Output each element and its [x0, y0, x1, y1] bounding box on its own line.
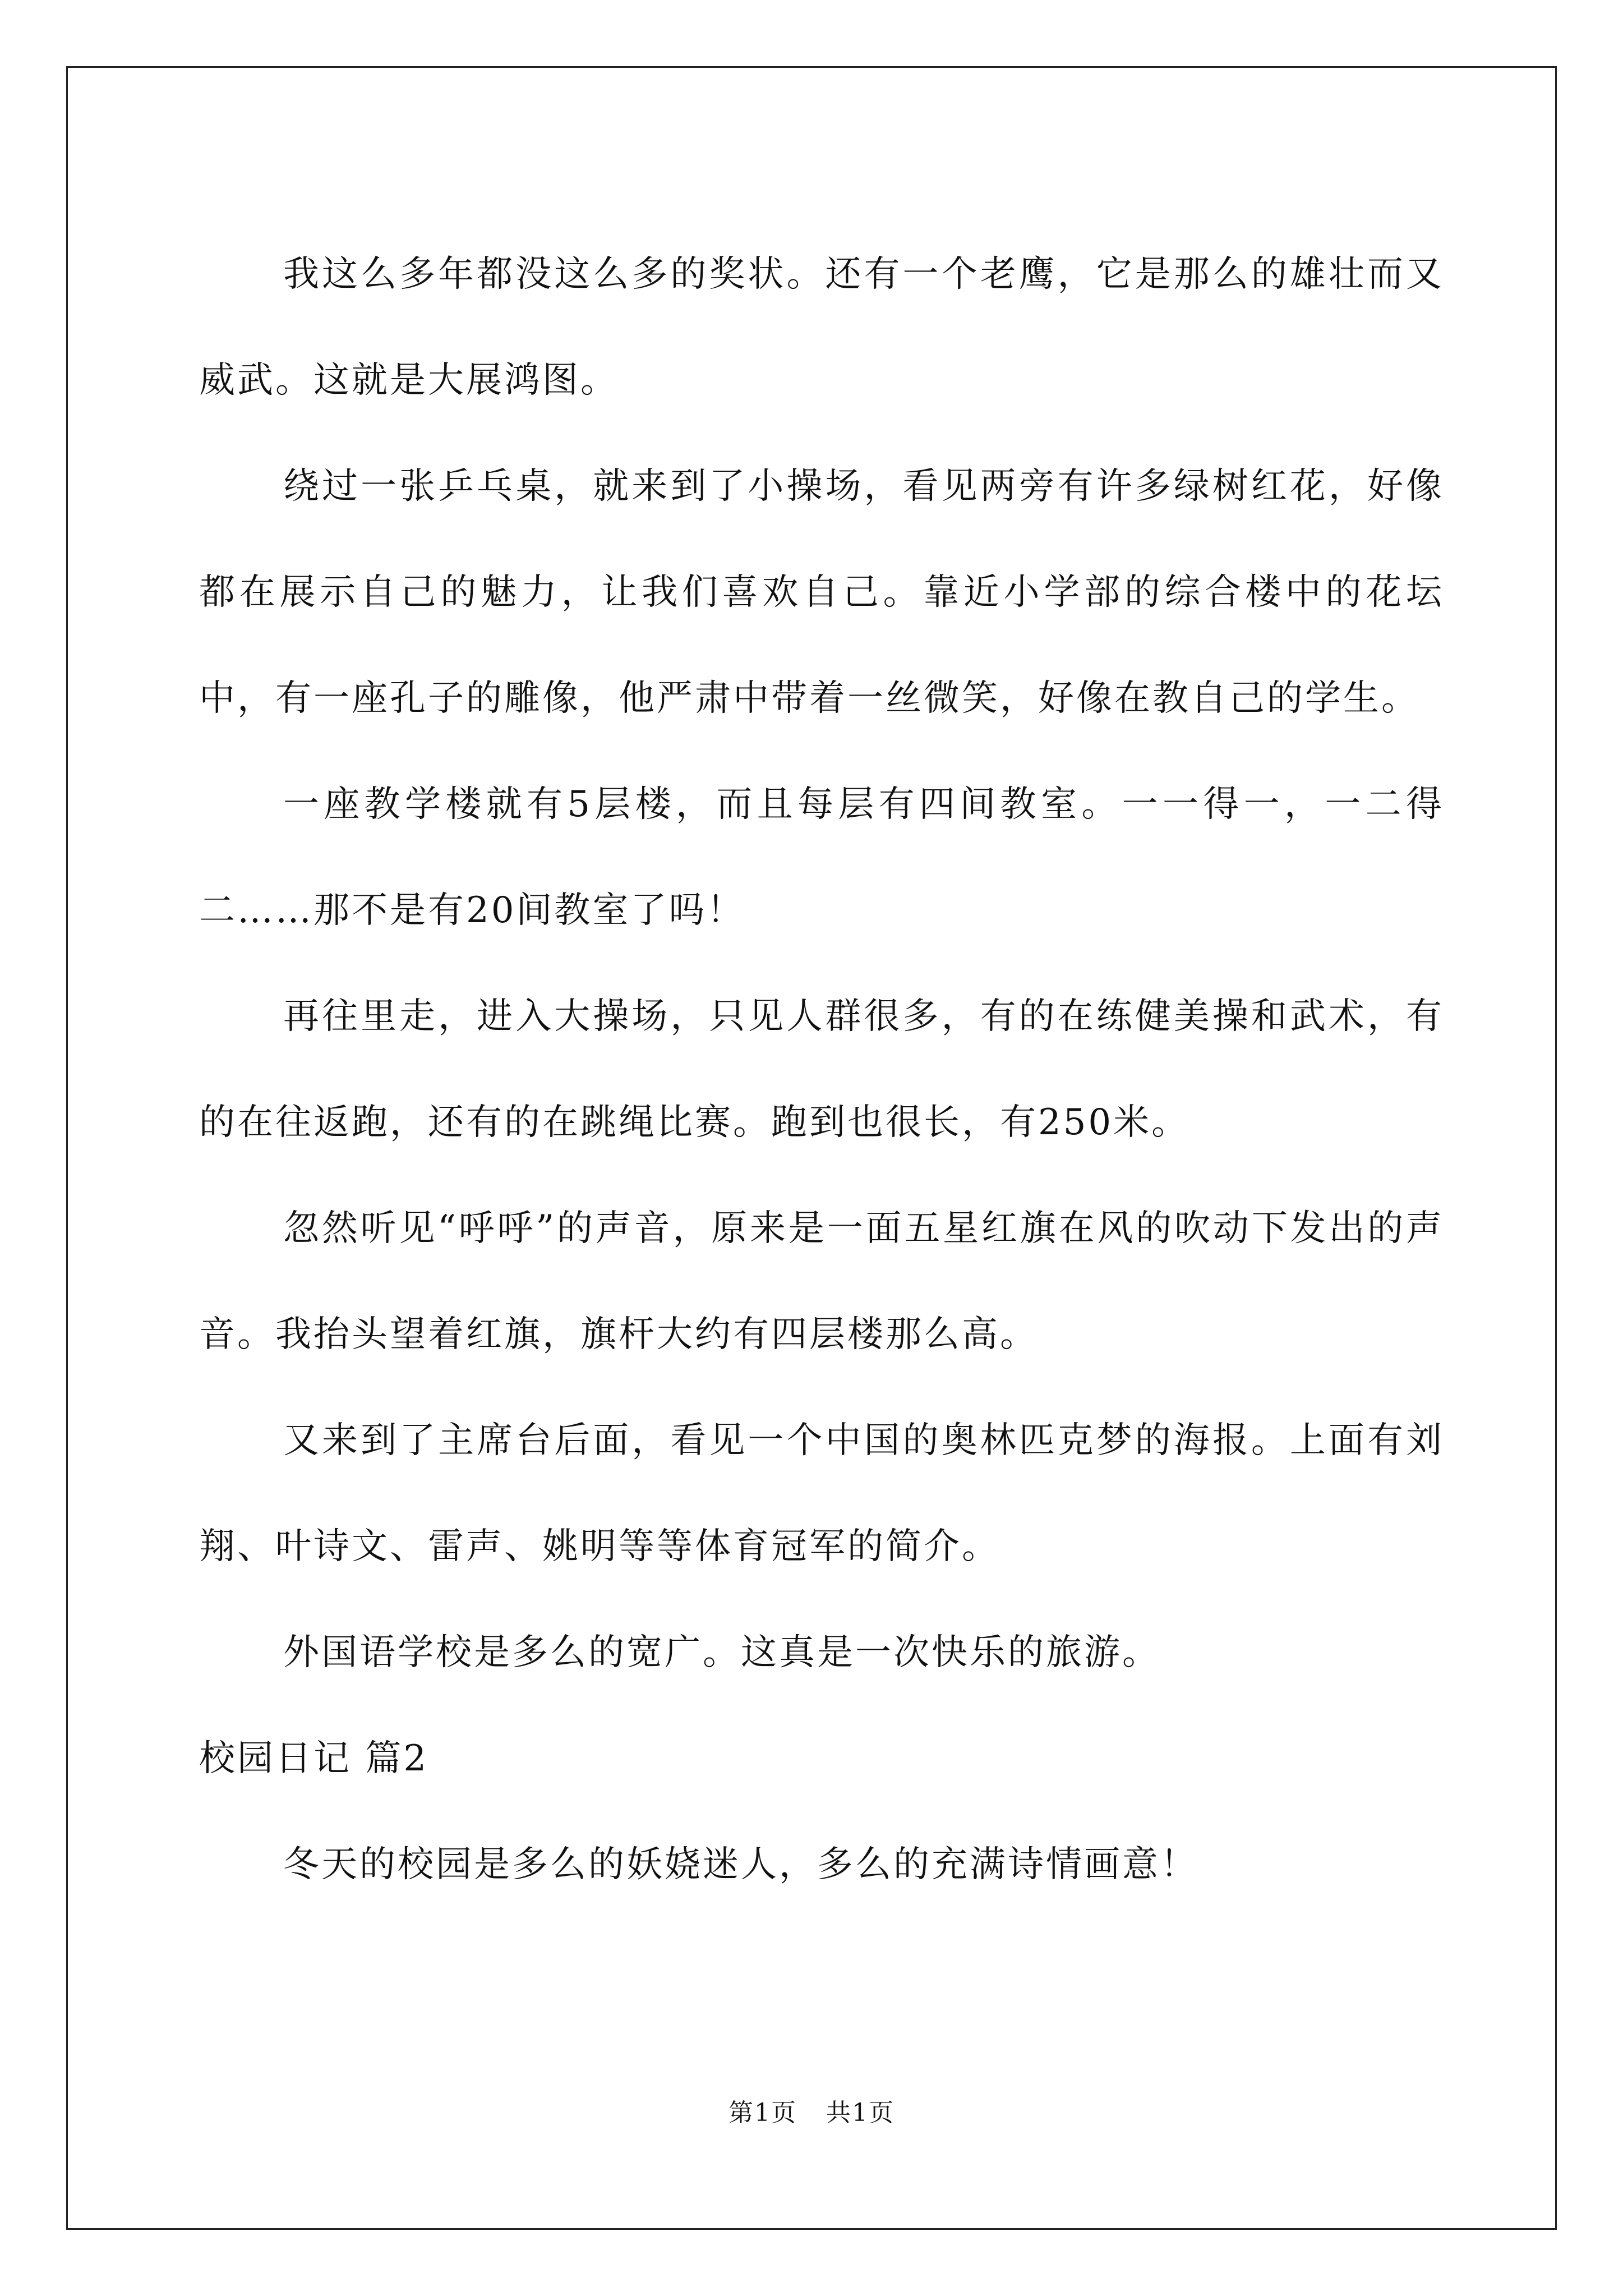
page-number-current: 第1页	[728, 2099, 797, 2127]
paragraph-4: 再往里走，进入大操场，只见人群很多，有的在练健美操和武术，有的在往返跑，还有的在跳绳比赛。跑到也很长，有250米。	[199, 996, 1444, 1143]
page-number-total: 共1页	[826, 2099, 895, 2127]
paragraph-5: 忽然听见“呼呼”的声音，原来是一面五星红旗在风的吹动下发出的声音。我抬头望着红旗，旗杆大约有四层楼那么高。	[199, 1208, 1444, 1355]
paragraph-2: 绕过一张乒乓桌，就来到了小操场，看见两旁有许多绿树红花，好像都在展示自己的魅力，让我们喜欢自己。靠近小学部的综合楼中的花坛中，有一座孔子的雕像，他严肃中带着一丝微笑，好像在教自己的学生。	[199, 466, 1444, 719]
paragraph-1: 我这么多年都没这么多的奖状。还有一个老鹰，它是那么的雄壮而又威武。这就是大展鸿图。	[199, 254, 1444, 401]
document-body	[199, 222, 1444, 1918]
paragraph-6: 又来到了主席台后面，看见一个中国的奥林匹克梦的海报。上面有刘翔、叶诗文、雷声、姚明等等体育冠军的简介。	[199, 1420, 1444, 1567]
section-heading: 校园日记 篇2	[199, 1738, 429, 1779]
paragraph-after-heading: 冬天的校园是多么的妖娆迷人，多么的充满诗情画意！	[283, 1844, 1198, 1885]
paragraph-3: 一座教学楼就有5层楼，而且每层有四间教室。一一得一，一二得二……那不是有20间教室了吗！	[199, 784, 1444, 931]
paragraph-7: 外国语学校是多么的宽广。这真是一次快乐的旅游。	[283, 1632, 1160, 1673]
page-footer	[0, 2092, 1623, 2128]
